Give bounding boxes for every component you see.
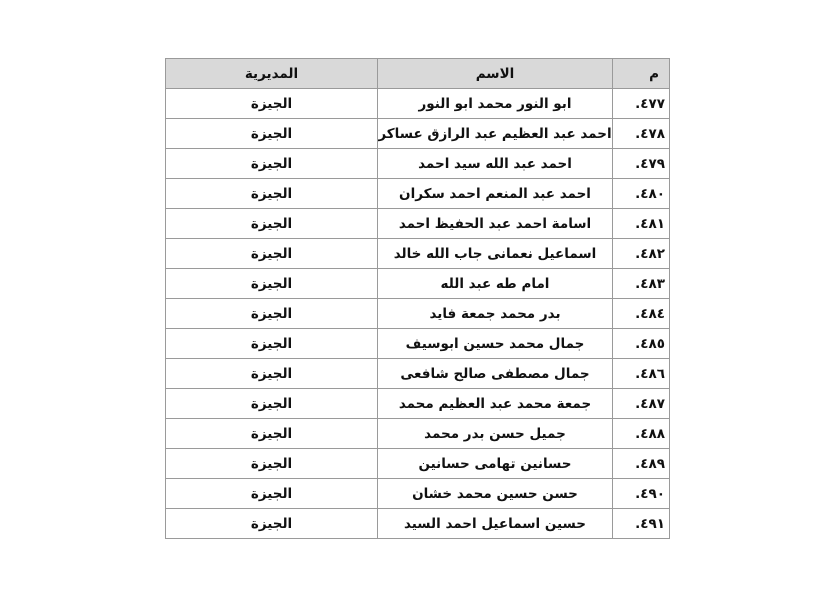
row-number: ٤٧٨. xyxy=(613,119,670,149)
row-directorate: الجيزة xyxy=(166,149,378,179)
table-row xyxy=(166,149,670,179)
row-name: حسين اسماعيل احمد السيد xyxy=(378,509,613,539)
table-row xyxy=(166,119,670,149)
row-number: ٤٨٨. xyxy=(613,419,670,449)
row-directorate: الجيزة xyxy=(166,179,378,209)
row-directorate: الجيزة xyxy=(166,419,378,449)
row-directorate: الجيزة xyxy=(166,389,378,419)
row-name: جمعة محمد عبد العظيم محمد xyxy=(378,389,613,419)
row-name: حسن حسين محمد خشان xyxy=(378,479,613,509)
table-row xyxy=(166,389,670,419)
table-row xyxy=(166,419,670,449)
header-number: م xyxy=(613,59,670,89)
table-row xyxy=(166,509,670,539)
row-name: ابو النور محمد ابو النور xyxy=(378,89,613,119)
table-row xyxy=(166,89,670,119)
row-number: ٤٩١. xyxy=(613,509,670,539)
table-header xyxy=(166,59,670,89)
table-row xyxy=(166,299,670,329)
table-row xyxy=(166,269,670,299)
row-number: ٤٨١. xyxy=(613,209,670,239)
row-number: ٤٨٤. xyxy=(613,299,670,329)
table-row xyxy=(166,479,670,509)
row-number: ٤٨٣. xyxy=(613,269,670,299)
row-name: احمد عبد المنعم احمد سكران xyxy=(378,179,613,209)
row-number: ٤٨٩. xyxy=(613,449,670,479)
row-number: ٤٨٢. xyxy=(613,239,670,269)
row-number: ٤٧٧. xyxy=(613,89,670,119)
table-row xyxy=(166,449,670,479)
header-name: الاسم xyxy=(378,59,613,89)
row-directorate: الجيزة xyxy=(166,209,378,239)
row-directorate: الجيزة xyxy=(166,269,378,299)
row-name: احمد عبد الله سيد احمد xyxy=(378,149,613,179)
row-number: ٤٩٠. xyxy=(613,479,670,509)
row-directorate: الجيزة xyxy=(166,479,378,509)
row-name: امام طه عبد الله xyxy=(378,269,613,299)
row-name: جميل حسن بدر محمد xyxy=(378,419,613,449)
row-directorate: الجيزة xyxy=(166,119,378,149)
row-number: ٤٧٩. xyxy=(613,149,670,179)
row-name: حسانين تهامى حسانين xyxy=(378,449,613,479)
row-name: جمال محمد حسين ابوسيف xyxy=(378,329,613,359)
row-directorate: الجيزة xyxy=(166,359,378,389)
table-row xyxy=(166,179,670,209)
table-row xyxy=(166,329,670,359)
row-directorate: الجيزة xyxy=(166,329,378,359)
table-body xyxy=(166,89,670,539)
row-directorate: الجيزة xyxy=(166,449,378,479)
row-name: اسماعيل نعمانى جاب الله خالد xyxy=(378,239,613,269)
row-number: ٤٨٠. xyxy=(613,179,670,209)
names-table xyxy=(165,58,670,539)
table-row xyxy=(166,239,670,269)
row-number: ٤٨٦. xyxy=(613,359,670,389)
row-number: ٤٨٧. xyxy=(613,389,670,419)
row-directorate: الجيزة xyxy=(166,509,378,539)
row-name: احمد عبد العظيم عبد الرازق عساكر xyxy=(378,119,613,149)
row-number: ٤٨٥. xyxy=(613,329,670,359)
row-directorate: الجيزة xyxy=(166,299,378,329)
header-row xyxy=(166,59,670,89)
table-row xyxy=(166,209,670,239)
table-row xyxy=(166,359,670,389)
row-name: جمال مصطفى صالح شافعى xyxy=(378,359,613,389)
row-directorate: الجيزة xyxy=(166,239,378,269)
header-directorate: المديرية xyxy=(166,59,378,89)
row-directorate: الجيزة xyxy=(166,89,378,119)
row-name: بدر محمد جمعة فايد xyxy=(378,299,613,329)
row-name: اسامة احمد عبد الحفيظ احمد xyxy=(378,209,613,239)
